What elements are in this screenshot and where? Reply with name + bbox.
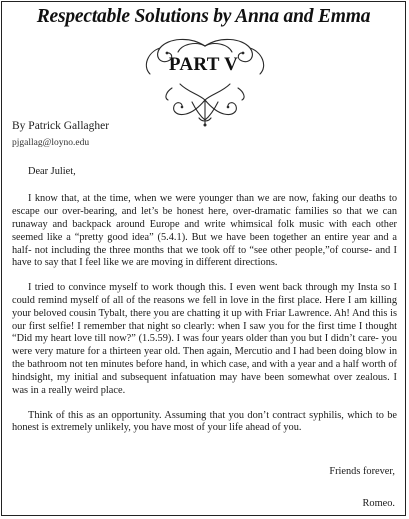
letter-paragraph: I know that, at the time, when we were younger than we are now, faking our deaths to escape our over-bearing, and let’s be honest here, over-dramatic families so that we can runaway and backpack around Europe and write whimsical folk music with each other seemed like a “pretty good idea” (5.4.1). But we have been together an entire year and a half- not including the three months that we took off to “see other people,”of course- and I have to say that I feel like we are moving in different directions. [12, 192, 397, 269]
flourish-ornament-icon [120, 32, 290, 128]
letter-body [12, 166, 397, 447]
letter-closing: Friends forever, [329, 466, 395, 477]
article-title: Respectable Solutions by Anna and Emma [36, 6, 371, 27]
letter-paragraph: I tried to convince myself to work though this. I even went back through my Insta so I could remind myself of all of the reasons we fell in love in the first place. Here I am killing your beloved cousin Tybalt, there you are chatting it up with Friar Lawrence. Ah! And this is our first selfie! I remember that night so clearly: when I saw you for the first time I thought “Did my heart love till now?” (1.5.59). I was four years older than you but I didn’t care- you were very mature for a thirteen year old. Then again, Mercutio and I had been doing blow in the bathroom not ten minutes before hand, in which case, and with a year and a half worth of hindsight, my initial and subsequent infatuation may have been somewhat over zealous. I was in a really weird place. [12, 281, 397, 397]
part-heading: PART V [168, 54, 239, 75]
letter-paragraph: Think of this as an opportunity. Assuming that you don’t contract syphilis, which to be honest is extremely unlikely, you have most of your life ahead of you. [12, 409, 397, 434]
author-byline: By Patrick Gallagher [12, 120, 110, 132]
letter-signature: Romeo. [362, 498, 395, 509]
letter-salutation: Dear Juliet, [28, 166, 76, 177]
author-email: pjgallag@loyno.edu [12, 138, 90, 148]
article-page [1, 1, 406, 516]
